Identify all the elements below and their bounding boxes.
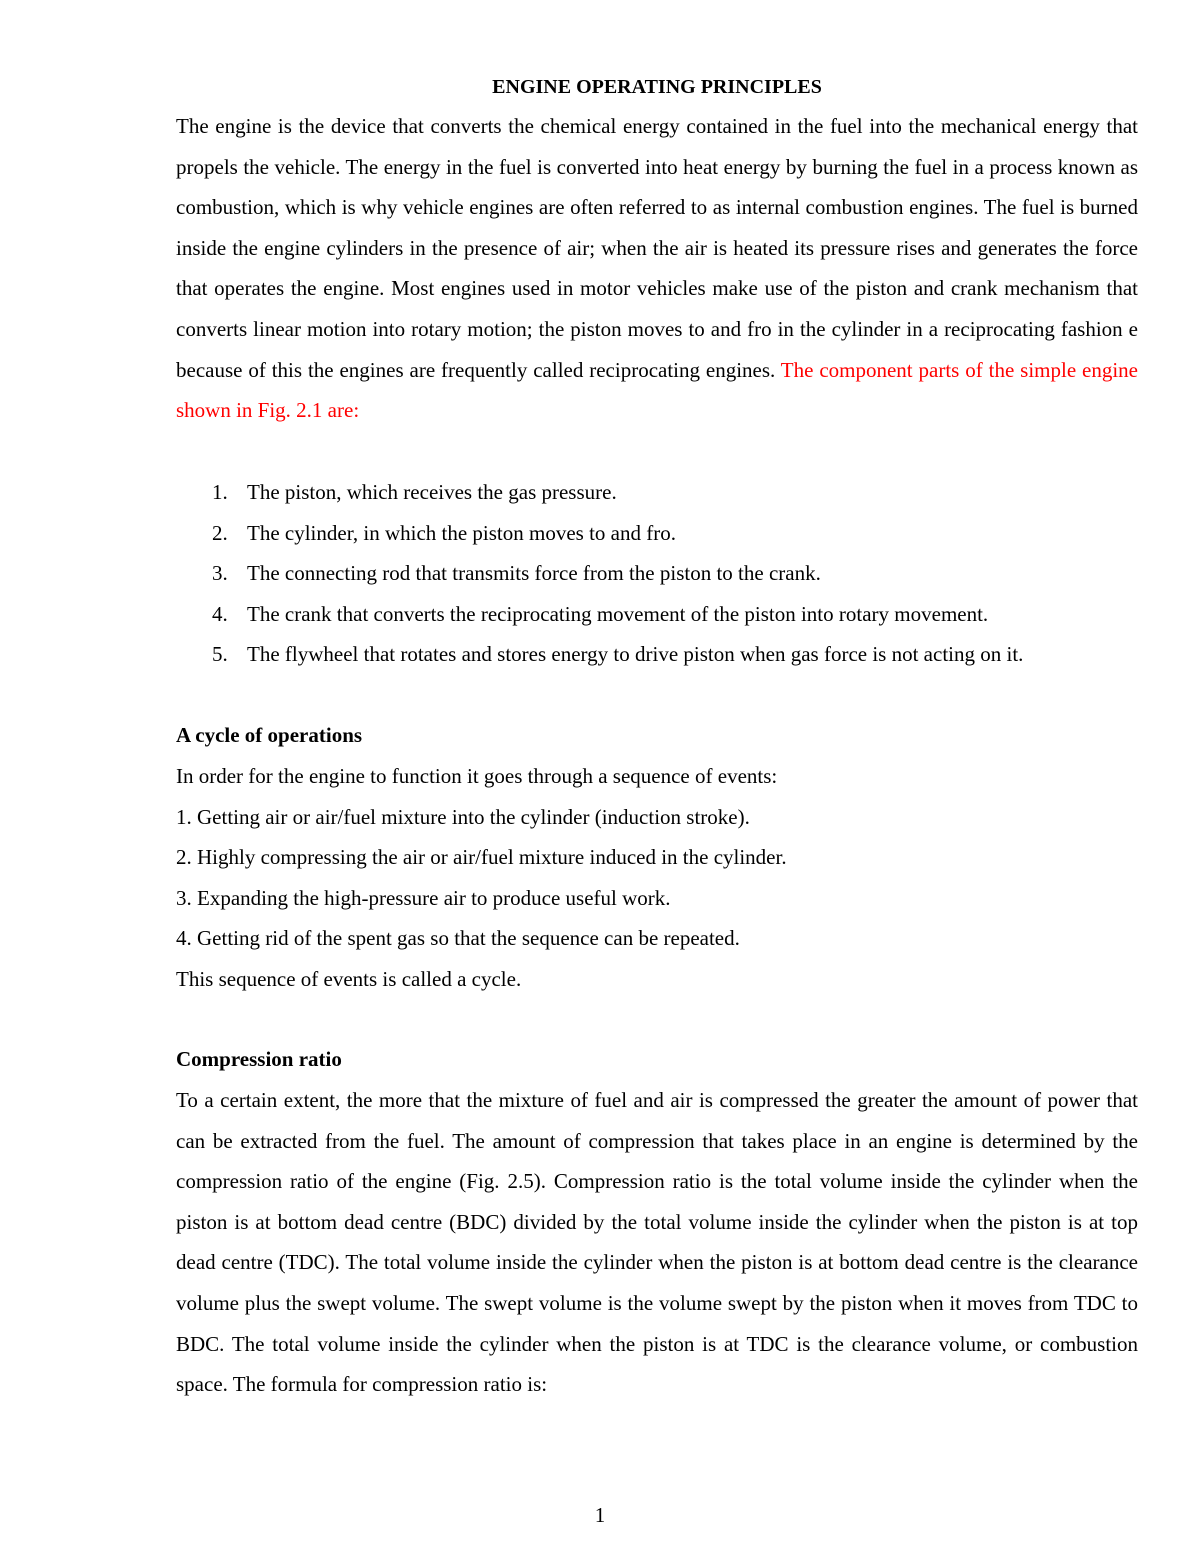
document-title: ENGINE OPERATING PRINCIPLES <box>492 76 822 98</box>
cycle-intro: In order for the engine to function it goes through a sequence of events: <box>176 764 778 788</box>
list-item-text: The cylinder, in which the piston moves to and fro. <box>247 520 676 545</box>
list-item <box>176 513 1138 554</box>
page-number: 1 <box>594 1503 606 1527</box>
list-item-number: 2. <box>212 520 228 545</box>
intro-text: The engine is the device that converts the chemical energy contained in the fuel into the mechanical energy that propels the vehicle. The energy in the fuel is converted into heat energy by burning the fuel in a process known as combustion, which is why vehicle engines are often referred to as internal combustion engines. The fuel is burned inside the engine cylinders in the presence of air; when the air is heated its pressure rises and generates the force that operates the engine. Most engines used in motor vehicles make use of the piston and crank mechanism that converts linear motion into rotary motion; the piston moves to and fro in the cylinder in a reciprocating fashion e because of this the engines are frequently called reciprocating engines. <box>176 114 1138 382</box>
list-item-text: The flywheel that rotates and stores energy to drive piston when gas force is not acting on it. <box>247 642 1024 667</box>
intro-paragraph <box>176 106 1138 431</box>
cycle-step: 2. Highly compressing the air or air/fuel mixture induced in the cylinder. <box>176 845 787 870</box>
list-item <box>176 634 1138 675</box>
list-item <box>176 553 1138 594</box>
cycle-step: 1. Getting air or air/fuel mixture into the cylinder (induction stroke). <box>176 804 750 829</box>
cycle-step: 4. Getting rid of the spent gas so that the sequence can be repeated. <box>176 926 740 951</box>
list-item-number: 3. <box>212 561 228 586</box>
list-item <box>176 594 1138 635</box>
cycle-closing: This sequence of events is called a cycle. <box>176 966 522 991</box>
component-list <box>176 472 1138 675</box>
list-item-text: The crank that converts the reciprocating movement of the piston into rotary movement. <box>247 601 989 626</box>
list-item-number: 5. <box>212 642 228 667</box>
list-item-text: The connecting rod that transmits force from the piston to the crank. <box>247 561 821 586</box>
list-item-number: 1. <box>212 480 228 504</box>
list-item-text: The piston, which receives the gas pressure. <box>247 480 617 504</box>
compression-heading: Compression ratio <box>176 1047 342 1071</box>
intro-highlight: The component parts of the simple engine shown in Fig. 2.1 are: <box>176 357 1139 423</box>
list-item <box>176 472 1138 513</box>
cycle-heading: A cycle of operations <box>176 723 363 747</box>
cycle-section <box>176 756 1138 1000</box>
list-item-number: 4. <box>212 601 228 626</box>
compression-paragraph: To a certain extent, the more that the mixture of fuel and air is compressed the greater the amount of power that can be extracted from the fuel. The amount of compression that takes place in an engine is determined by the compression ratio of the engine (Fig. 2.5). Compression ratio is the total volume inside the cylinder when the piston is at bottom dead centre (BDC) divided by the total volume inside the cylinder when the piston is at top dead centre (TDC). The total volume inside the cylinder when the piston is at bottom dead centre is the clearance volume plus the swept volume. The swept volume is the volume swept by the piston when it moves from TDC to BDC. The total volume inside the cylinder when the piston is at TDC is the clearance volume, or combustion space. The formula for compression ratio is: <box>176 1088 1138 1397</box>
cycle-step: 3. Expanding the high-pressure air to produce useful work. <box>176 885 671 910</box>
